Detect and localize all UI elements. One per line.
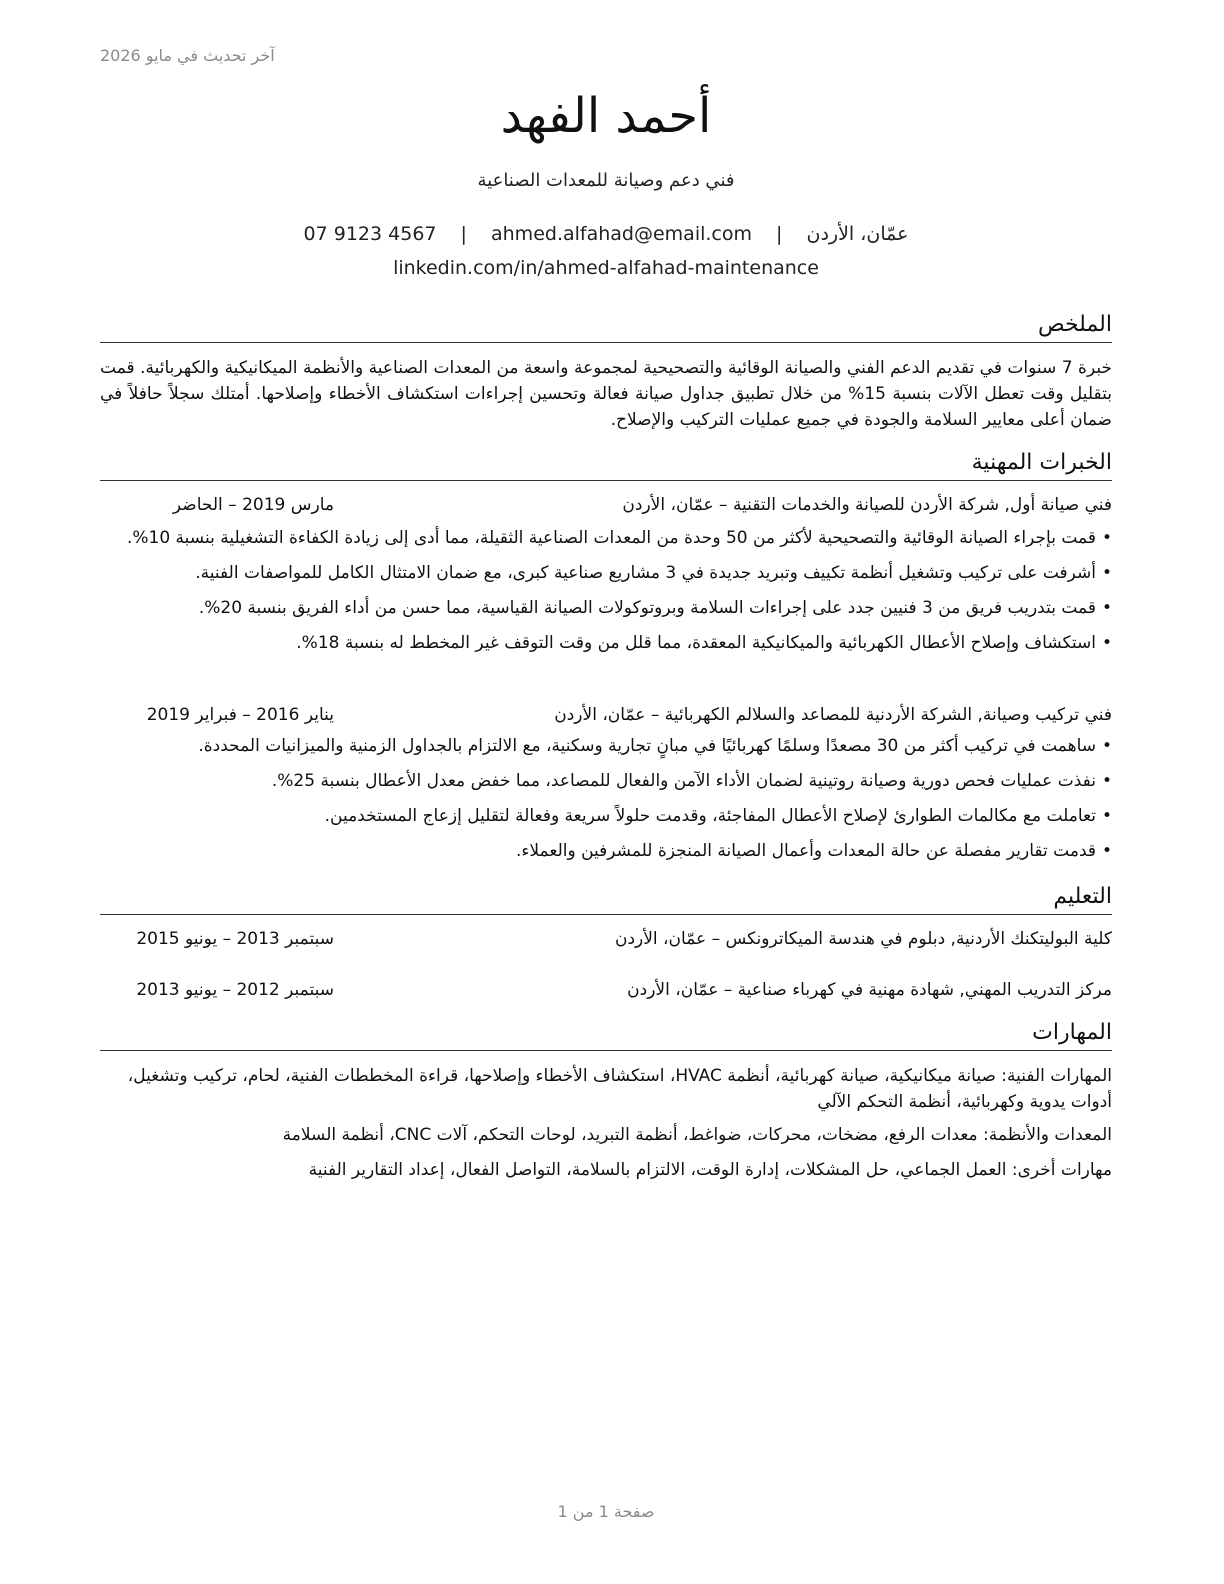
resume-page — [100, 0, 1112, 1584]
list-item: • قمت بإجراء الصيانة الوقائية والتصحيحية لأكثر من 50 وحدة من المعدات الصناعية الثقيلة، مما أدى إلى زيادة الكفاءة التشغيلية بنسبة 10%. — [100, 525, 1112, 551]
job-header — [100, 702, 1112, 728]
education-item — [100, 926, 1112, 952]
skills-technical: المهارات الفنية: صيانة ميكانيكية، صيانة كهربائية، أنظمة HVAC، استكشاف الأخطاء وإصلاحها، قراءة المخططات الفنية، لحام، تركيب وتشغيل، أدوات يدوية وكهربائية، أنظمة التحكم الآلي — [127, 1066, 1112, 1112]
list-item: • تعاملت مع مكالمات الطوارئ لإصلاح الأعطال المفاجئة، وقدمت حلولاً سريعة وفعالة لتقليل إزعاج المستخدمين. — [100, 803, 1112, 829]
job-title: فني صيانة أول, شركة الأردن للصيانة والخدمات التقنية – عمّان، الأردن — [622, 495, 1112, 515]
list-item: • ساهمت في تركيب أكثر من 30 مصعدًا وسلمًا كهربائيًا في مبانٍ تجارية وسكنية، مع الالتزام بالجداول الزمنية والميزانيات المحددة. — [100, 733, 1112, 759]
job-subtitle: فني دعم وصيانة للمعدات الصناعية — [477, 170, 735, 191]
email-link[interactable]: ahmed.alfahad@email.com — [491, 223, 752, 245]
list-item: • نفذت عمليات فحص دورية وصيانة روتينية لضمان الأداء الآمن والفعال للمصاعد، مما خفض معدل الأعطال بنسبة 25%. — [100, 768, 1112, 794]
skills-heading: المهارات — [100, 1018, 1112, 1051]
location: عمّان، الأردن — [806, 223, 909, 245]
list-item: • قمت بتدريب فريق من 3 فنيين جدد على إجراءات السلامة وبروتوكولات الصيانة القياسية، مما حسن من أداء الفريق بنسبة 20%. — [100, 595, 1112, 621]
education-title: كلية البوليتكنك الأردنية, دبلوم في هندسة الميكاترونكس – عمّان، الأردن — [614, 929, 1112, 949]
job-dates: يناير 2016 – فبراير 2019 — [146, 705, 334, 725]
linkedin-link[interactable]: linkedin.com/in/ahmed-alfahad-maintenance — [393, 257, 819, 279]
separator: | — [776, 223, 783, 245]
job-dates: مارس 2019 – الحاضر — [172, 495, 334, 515]
separator: | — [460, 223, 467, 245]
education-dates: سبتمبر 2012 – يونيو 2013 — [136, 980, 334, 1000]
candidate-name: أحمد الفهد — [500, 88, 712, 144]
list-item: • استكشاف وإصلاح الأعطال الكهربائية والميكانيكية المعقدة، مما قلل من وقت التوقف غير المخطط له بنسبة 18%. — [100, 630, 1112, 656]
education-title: مركز التدريب المهني, شهادة مهنية في كهرباء صناعية – عمّان، الأردن — [627, 980, 1112, 1000]
education-heading: التعليم — [100, 882, 1112, 915]
job-bullets — [100, 733, 1112, 873]
skills-equipment: المعدات والأنظمة: معدات الرفع، مضخات، محركات، ضواغط، أنظمة التبريد، لوحات التحكم، آلات CNC، أنظمة السلامة — [282, 1125, 1112, 1145]
page-number: صفحة 1 من 1 — [557, 1502, 655, 1521]
summary-heading: الملخص — [100, 310, 1112, 343]
job-title: فني تركيب وصيانة, الشركة الأردنية للمصاعد والسلالم الكهربائية – عمّان، الأردن — [554, 705, 1112, 725]
list-item: • أشرفت على تركيب وتشغيل أنظمة تكييف وتبريد جديدة في 3 مشاريع صناعية كبرى، مع ضمان الامتثال الكامل للمواصفات الفنية. — [100, 560, 1112, 586]
job-bullets — [100, 525, 1112, 665]
education-dates: سبتمبر 2013 – يونيو 2015 — [136, 929, 334, 949]
last-updated-note: آخر تحديث في مايو 2026 — [100, 46, 275, 65]
education-item — [100, 977, 1112, 1003]
contact-line — [100, 223, 1112, 245]
list-item: • قدمت تقارير مفصلة عن حالة المعدات وأعمال الصيانة المنجزة للمشرفين والعملاء. — [100, 838, 1112, 864]
job-header — [100, 492, 1112, 518]
phone-number: 07 9123 4567 — [303, 223, 437, 245]
experience-heading: الخبرات المهنية — [100, 448, 1112, 481]
summary-text: خبرة 7 سنوات في تقديم الدعم الفني والصيانة الوقائية والتصحيحية لمجموعة واسعة من المعدات الصناعية والأنظمة الميكانيكية والكهربائية. قمت بتقليل وقت تعطل الآلات بنسبة 15% من خلال تطبيق جداول صيانة فعالة وتحسين إجراءات استكشاف الأخطاء وإصلاحها. أمتلك سجلاً حافلاً في ضمان أعلى معايير السلامة والجودة في جميع عمليات التركيب والإصلاح. — [100, 358, 1112, 430]
skills-other: مهارات أخرى: العمل الجماعي، حل المشكلات، إدارة الوقت، الالتزام بالسلامة، التواصل الفعال، إعداد التقارير الفنية — [308, 1160, 1112, 1180]
